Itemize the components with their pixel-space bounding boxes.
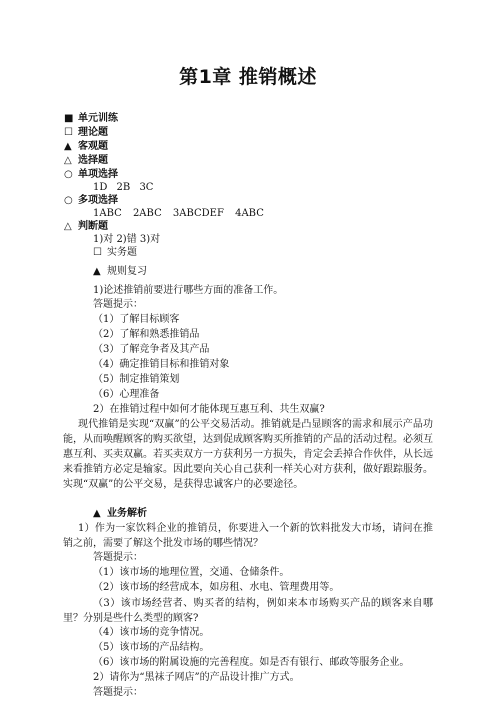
outline-label: 单元训练 xyxy=(78,113,118,124)
outline-label: 单项选择 xyxy=(78,169,118,180)
hint-item: （5）该市场的产品结构。 xyxy=(93,642,210,653)
hint-item: （3）了解竞争者及其产品 xyxy=(93,344,210,355)
hint-item: （1）了解目标顾客 xyxy=(93,314,180,325)
filled-triangle-icon: ▲ xyxy=(93,266,101,277)
question-2-answer: 现代推销是实现“双赢”的公平交易活动。推销就是凸显顾客的需求和展示产品功能，从而唤醒顾客的购买欲望，达到促成顾客购买所推销的产品的活动过程。必须互惠互利、买卖双赢。若买卖双方一方获利另一方损失，肯定会丢掉合作伙伴，从长远来看推销方必定是输家。因此要向关心自己获利一样关心对方获利，做好跟踪服务。实现“双赢”的公平交易，是获得忠诚客户的必要途径。 xyxy=(63,419,433,490)
empty-square-icon: ☐ xyxy=(93,247,102,258)
outline-label: 规则复习 xyxy=(107,266,147,277)
outline-objective xyxy=(64,140,108,153)
outline-label: 业务解析 xyxy=(107,508,147,519)
hint-label: 答题提示： xyxy=(93,552,143,563)
outline-practice xyxy=(93,246,137,259)
hint-item: （6）心理准备 xyxy=(93,389,160,400)
outline-business-analysis xyxy=(93,507,147,520)
outline-label: 选择题 xyxy=(78,155,108,166)
outline-label: 客观题 xyxy=(78,141,108,152)
empty-triangle-icon: △ xyxy=(64,155,72,166)
true-false-answers: 1)对 2)错 3)对 xyxy=(93,234,161,245)
multi-choice-answers: 1ABC 2ABC 3ABCDEF 4ABC xyxy=(93,208,264,219)
hint-label: 答题提示： xyxy=(93,687,143,698)
hint-item: （4）该市场的竞争情况。 xyxy=(93,627,210,638)
outline-true-false xyxy=(64,220,108,233)
question-2: 2）在推销过程中如何才能体现互惠互利、共生双赢? xyxy=(93,404,325,415)
outline-rules-review xyxy=(93,265,147,278)
case-2-question: 2）请你为“黑袜子网店”的产品设计推广方式。 xyxy=(93,672,300,683)
hint-item: （2）了解和熟悉推销品 xyxy=(93,329,200,340)
hint-item: （5）制定推销策划 xyxy=(93,374,180,385)
hint-label: 答题提示： xyxy=(93,299,143,310)
hint-item: （6）该市场的附属设施的完善程度。如是否有银行、邮政等服务企业。 xyxy=(93,657,410,668)
case-1-question: 1）作为一家饮料企业的推销员，你要进入一个新的饮料批发大市场，请问在推销之前，需要了解这个批发市场的哪些情况？ xyxy=(63,523,433,549)
outline-single-choice xyxy=(64,168,118,181)
filled-square-icon: ■ xyxy=(64,113,74,124)
empty-square-icon: ☐ xyxy=(64,127,73,138)
outline-theory xyxy=(64,126,108,139)
outline-multi-choice xyxy=(64,194,118,207)
hint-item: （4）确定推销目标和推销对象 xyxy=(93,359,230,370)
outline-label: 理论题 xyxy=(78,127,108,138)
outline-label: 判断题 xyxy=(78,221,108,232)
hint-item: （2）该市场的经营成本，如房租、水电、管理费用等。 xyxy=(93,582,340,593)
chapter-title: 第1章 推销概述 xyxy=(179,66,317,88)
empty-triangle-icon: △ xyxy=(64,221,72,232)
circle-icon: ○ xyxy=(64,169,73,180)
filled-triangle-icon: ▲ xyxy=(64,141,72,152)
filled-triangle-icon: ▲ xyxy=(93,508,101,519)
hint-item: （1）该市场的地理位置，交通、仓储条件。 xyxy=(93,567,290,578)
outline-unit-training xyxy=(64,112,118,125)
outline-label: 多项选择 xyxy=(78,195,118,206)
circle-icon: ○ xyxy=(64,195,73,206)
single-choice-answers: 1D 2B 3C xyxy=(93,182,154,193)
outline-choice xyxy=(64,154,108,167)
outline-label: 实务题 xyxy=(107,247,137,258)
question-1: 1)论述推销前要进行哪些方面的准备工作。 xyxy=(93,285,284,296)
hint-item: （3）该市场经营者、购买者的结构，例如来本市场购买产品的顾客来自哪里？分别是些什么类型的顾客? xyxy=(63,598,433,624)
